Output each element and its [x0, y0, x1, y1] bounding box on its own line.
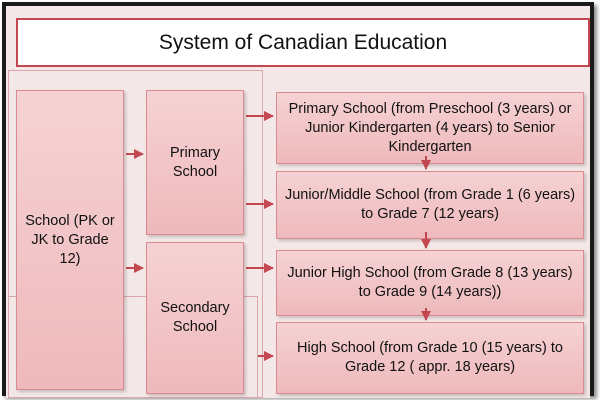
- node-secondary: Secondary School: [146, 242, 244, 394]
- node-primary-school: Primary School (from Preschool (3 years) or Junior Kindergarten (4 years) to Senior Kindergarten: [276, 92, 584, 164]
- diagram-canvas: [6, 6, 590, 398]
- connector-arrows: [6, 6, 590, 398]
- diagram-title: System of Canadian Education: [16, 18, 590, 67]
- node-junior-middle-school: Junior/Middle School (from Grade 1 (6 years) to Grade 7 (12 years): [276, 171, 584, 239]
- node-school: School (PK or JK to Grade 12): [16, 90, 124, 390]
- node-primary: Primary School: [146, 90, 244, 235]
- node-junior-high-school: Junior High School (from Grade 8 (13 years) to Grade 9 (14 years)): [276, 250, 584, 316]
- node-high-school: High School (from Grade 10 (15 years) to Grade 12 ( appr. 18 years): [276, 322, 584, 394]
